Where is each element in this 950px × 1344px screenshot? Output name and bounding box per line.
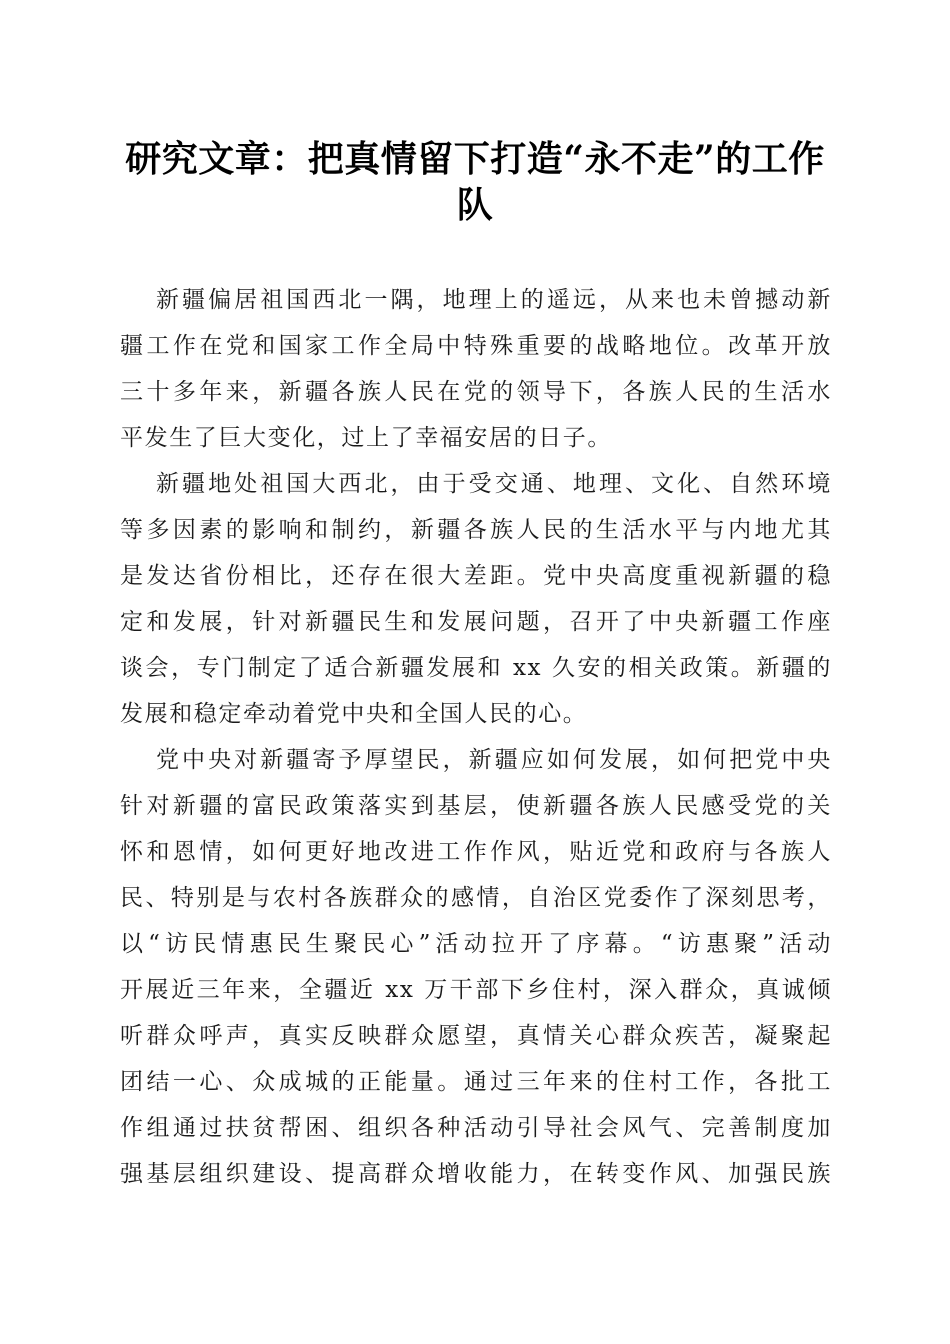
paragraph-line: 听群众呼声，真实反映群众愿望，真情关心群众疾苦，凝聚起: [120, 1023, 832, 1049]
paragraph-line: 团结一心、众成城的正能量。通过三年来的住村工作，各批工: [120, 1069, 832, 1095]
paragraph-line: 等多因素的影响和制约，新疆各族人民的生活水平与内地尤其: [120, 517, 832, 543]
paragraph-line: 发展和稳定牵动着党中央和全国人民的心。: [120, 701, 588, 727]
paragraph-line: 新疆地处祖国大西北，由于受交通、地理、文化、自然环境: [156, 471, 832, 497]
paragraph-line: 以“访民情惠民生聚民心”活动拉开了序幕。“访惠聚”活动: [120, 931, 832, 957]
title-line: 研究文章：把真情留下打造“永不走”的工作: [125, 138, 825, 180]
paragraph-line: 谈会，专门制定了适合新疆发展和 xx 久安的相关政策。新疆的: [120, 655, 832, 681]
document-title: [110, 136, 840, 228]
paragraph-line: 是发达省份相比，还存在很大差距。党中央高度重视新疆的稳: [120, 563, 832, 589]
paragraph-3: [120, 737, 832, 1197]
paragraph-line: 强基层组织建设、提高群众增收能力，在转变作风、加强民族: [120, 1161, 832, 1187]
paragraph-line: 开展近三年来，全疆近 xx 万干部下乡住村，深入群众，真诚倾: [120, 977, 832, 1003]
paragraph-line: 平发生了巨大变化，过上了幸福安居的日子。: [120, 425, 612, 451]
paragraph-line: 党中央对新疆寄予厚望民，新疆应如何发展，如何把党中央: [156, 747, 832, 773]
paragraph-line: 怀和恩情，如何更好地改进工作作风，贴近党和政府与各族人: [120, 839, 832, 865]
paragraph-1: [120, 277, 832, 461]
paragraph-line: 定和发展，针对新疆民生和发展问题，召开了中央新疆工作座: [120, 609, 832, 635]
document-body: [120, 277, 832, 1197]
paragraph-line: 民、特别是与农村各族群众的感情，自治区党委作了深刻思考，: [120, 885, 832, 911]
paragraph-line: 新疆偏居祖国西北一隅，地理上的遥远，从来也未曾撼动新: [156, 287, 832, 313]
paragraph-line: 作组通过扶贫帮困、组织各种活动引导社会风气、完善制度加: [120, 1115, 832, 1141]
paragraph-2: [120, 461, 832, 737]
title-line: 队: [456, 184, 494, 226]
paragraph-line: 三十多年来，新疆各族人民在党的领导下，各族人民的生活水: [120, 379, 832, 405]
paragraph-line: 疆工作在党和国家工作全局中特殊重要的战略地位。改革开放: [120, 333, 832, 359]
paragraph-line: 针对新疆的富民政策落实到基层，使新疆各族人民感受党的关: [120, 793, 832, 819]
